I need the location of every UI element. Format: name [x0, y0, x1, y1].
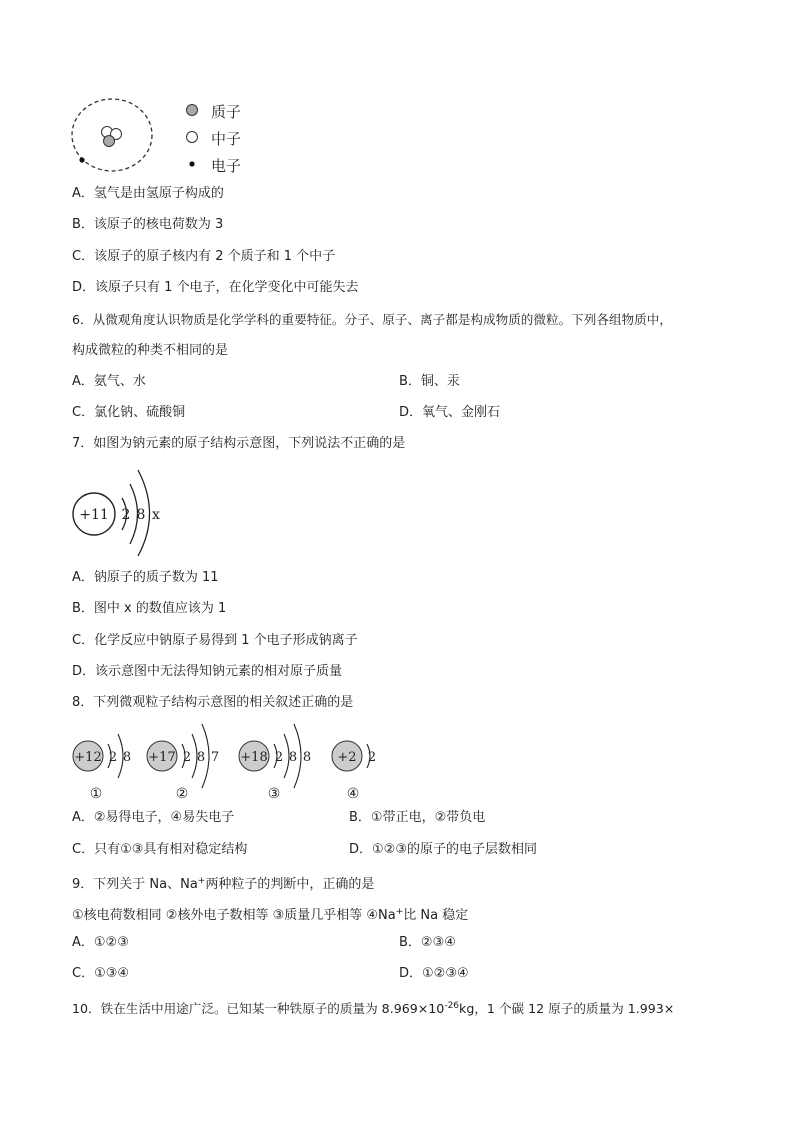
shell-count: 2 [182, 750, 192, 765]
q9-stem-suffix: 两种粒子的判断中，正确的是 [205, 877, 375, 892]
q6-option-b: B．铜、汞 [399, 374, 460, 389]
particle-2 [147, 724, 219, 802]
q9-option-a: A．①②③ [72, 935, 129, 950]
shell-count: 8 [288, 750, 298, 765]
q5-option-a: A．氢气是由氢原子构成的 [72, 186, 224, 201]
q7-option-a: A．钠原子的质子数为 11 [72, 570, 219, 585]
nucleus-charge: +18 [240, 750, 268, 765]
q6-option-c: C．氯化钠、硫酸铜 [72, 405, 186, 420]
q10-stem-sup: -26 [444, 1001, 460, 1011]
q8-option-d: D．①②③的原子的电子层数相同 [349, 842, 537, 857]
q9-option-c: C．①③④ [72, 966, 130, 981]
q9-statements-suffix: 比 Na 稳定 [403, 908, 469, 923]
shell-count: 7 [210, 750, 220, 765]
q9-option-b: B．②③④ [399, 935, 456, 950]
atom-model-diagram [66, 93, 162, 177]
q7-option-b: B．图中 x 的数值应该为 1 [72, 601, 227, 616]
white-circle-icon [185, 130, 199, 144]
q5-option-c: C．该原子的原子核内有 2 个质子和 1 个中子 [72, 249, 336, 264]
nucleus-charge: +11 [79, 507, 109, 523]
q9-statements-prefix: ①核电荷数相同 ②核外电子数相等 ③质量几乎相等 ④Na [72, 908, 396, 923]
q5-option-d: D．该原子只有 1 个电子，在化学变化中可能失去 [72, 280, 359, 295]
q9-statements-sup: + [395, 907, 404, 917]
legend-label-proton: 质子 [211, 103, 242, 121]
q7-stem: 7．如图为钠元素的原子结构示意图，下列说法不正确的是 [72, 436, 406, 451]
q9-option-d: D．①②③④ [399, 966, 469, 981]
shell-count: 2 [367, 750, 377, 765]
shell-count-2: 8 [136, 507, 146, 523]
q7-option-d: D．该示意图中无法得知钠元素的相对原子质量 [72, 664, 343, 679]
q10-stem-suffix: kg，1 个碳 12 原子的质量为 1.993× [459, 1001, 675, 1016]
particle-label: ④ [346, 786, 360, 802]
shell-count: 2 [108, 750, 118, 765]
q8-option-a: A．②易得电子，④易失电子 [72, 810, 235, 825]
q7-option-c: C．化学反应中钠原子易得到 1 个电子形成钠离子 [72, 633, 358, 648]
q6-stem-line2: 构成微粒的种类不相同的是 [72, 343, 229, 358]
q8-stem: 8．下列微观粒子结构示意图的相关叙述正确的是 [72, 695, 354, 710]
q8-option-b: B．①带正电，②带负电 [349, 810, 486, 825]
q9-stem-prefix: 9．下列关于 Na、Na [72, 877, 198, 892]
particle-label: ② [175, 786, 189, 802]
q10-stem-prefix: 10．铁在生活中用途广泛。已知某一种铁原子的质量为 8.969×10 [72, 1001, 445, 1016]
q9-statements [72, 903, 468, 925]
q8-option-c: C．只有①③具有相对稳定结构 [72, 842, 248, 857]
proton-particle [104, 136, 115, 147]
shell-count: 2 [274, 750, 284, 765]
particle-4 [332, 741, 376, 802]
legend-label-electron: 电子 [211, 157, 242, 175]
q10-stem [72, 997, 674, 1018]
shell-count-3: x [152, 507, 160, 523]
particle-label: ③ [267, 786, 281, 802]
particle-structure-diagrams [68, 718, 398, 804]
nucleus-charge: +2 [337, 750, 357, 765]
shell-count: 8 [196, 750, 206, 765]
legend-label-neutron: 中子 [211, 130, 242, 148]
sodium-atom-structure-diagram [68, 462, 178, 562]
particle-3 [239, 724, 311, 802]
gray-circle-icon [185, 103, 199, 117]
black-dot-icon [185, 157, 199, 171]
q5-option-b: B．该原子的核电荷数为 3 [72, 217, 224, 232]
q6-stem-line1: 6．从微观角度认识物质是化学学科的重要特征。分子、原子、离子都是构成物质的微粒。下列各组物质中， [72, 312, 672, 327]
nucleus-charge: +12 [74, 750, 102, 765]
q9-stem-sup: + [197, 876, 206, 886]
particle-1 [73, 734, 131, 802]
shell-count: 8 [122, 750, 132, 765]
q6-option-d: D．氧气、金刚石 [399, 405, 501, 420]
q9-stem [72, 872, 374, 894]
nucleus-charge: +17 [148, 750, 176, 765]
shell-count: 8 [302, 750, 312, 765]
electron-particle [79, 157, 84, 162]
shell-count-1: 2 [121, 507, 131, 523]
particle-label: ① [89, 786, 103, 802]
q6-option-a: A．氨气、水 [72, 374, 146, 389]
